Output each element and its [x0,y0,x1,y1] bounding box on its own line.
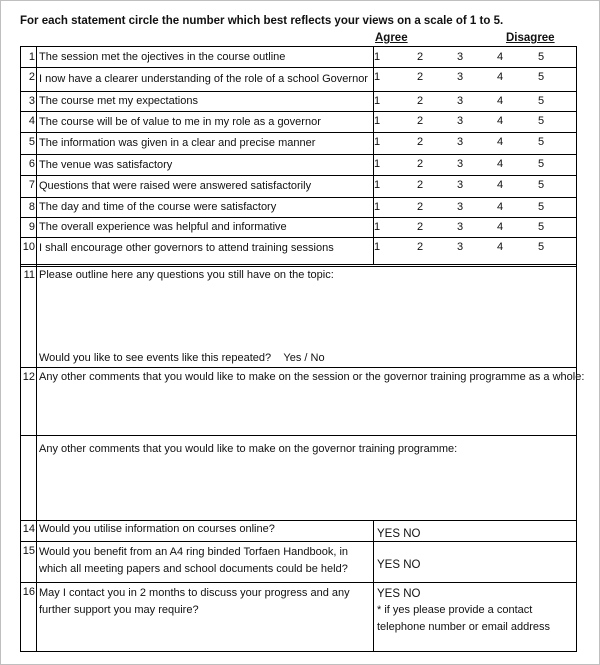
rating-option-4[interactable]: 4 [496,71,504,83]
row-divider [21,435,576,436]
rating-item-text: I now have a clearer understanding of the role of a school Governor [39,73,368,85]
disagree-label: Disagree [506,32,555,44]
rating-option-1[interactable]: 1 [374,71,381,83]
rating-option-2[interactable]: 2 [416,201,424,213]
rating-item-number: 10 [22,241,35,253]
rating-item-text: The course met my expectations [39,95,198,107]
rating-item-text: I shall encourage other governors to attend training sessions [39,241,334,254]
rating-option-5[interactable]: 5 [537,95,545,107]
rating-option-3[interactable]: 3 [456,71,464,83]
rating-item-number: 6 [28,158,35,170]
q16-number: 16 [22,586,35,598]
rating-option-3[interactable]: 3 [456,51,464,63]
q16-answer[interactable]: YES NO [377,588,421,600]
rating-item-number: 9 [28,221,35,233]
rating-option-1[interactable]: 1 [374,51,381,63]
q16-text: May I contact you in 2 months to discuss your progress and any further support you may require? [39,587,350,616]
rating-option-5[interactable]: 5 [537,201,545,213]
rating-item-number: 1 [28,51,35,63]
rating-item-number: 8 [28,201,35,213]
rating-option-3[interactable]: 3 [456,201,464,213]
rating-option-5[interactable]: 5 [537,179,545,191]
row-divider [21,541,576,542]
rating-option-1[interactable]: 1 [374,201,381,213]
rating-item-number: 4 [28,115,35,127]
rating-option-2[interactable]: 2 [416,221,424,233]
q15-number: 15 [22,545,35,557]
rating-option-5[interactable]: 5 [537,158,545,170]
q11-text: Please outline here any questions you still have on the topic: [39,269,334,281]
rating-option-1[interactable]: 1 [374,241,381,253]
rating-option-1[interactable]: 1 [374,115,381,127]
rating-option-4[interactable]: 4 [496,95,504,107]
rating-option-2[interactable]: 2 [416,51,424,63]
rating-item-text: Questions that were raised were answered satisfactorily [39,180,312,192]
rating-item-text: The day and time of the course were satisfactory [39,201,277,213]
agree-label: Agree [375,32,408,44]
rating-option-4[interactable]: 4 [496,158,504,170]
rating-item-text: The session met the ojectives in the course outline [39,51,286,63]
q11-repeat-question [39,348,325,368]
rating-option-5[interactable]: 5 [537,51,545,63]
instruction-text: For each statement circle the number which best reflects your views on a scale of 1 to 5. [20,15,504,27]
rating-item-number: 5 [28,136,35,148]
q11-number: 11 [23,269,35,281]
rating-option-2[interactable]: 2 [416,71,424,83]
rating-option-5[interactable]: 5 [537,71,545,83]
rating-option-2[interactable]: 2 [416,241,424,253]
form-table [20,46,585,652]
rating-option-4[interactable]: 4 [496,51,504,63]
rating-option-3[interactable]: 3 [456,221,464,233]
rating-item-text: The course will be of value to me in my role as a governor [39,115,321,128]
rating-option-4[interactable]: 4 [496,115,504,127]
rating-item-number: 2 [28,71,35,83]
rating-item-text: The overall experience was helpful and informative [39,221,287,233]
q12-number: 12 [22,371,35,383]
rating-option-2[interactable]: 2 [416,136,424,148]
rating-option-4[interactable]: 4 [496,241,504,253]
answer-column-divider [373,520,374,651]
rating-option-3[interactable]: 3 [456,95,464,107]
rating-item-text: The information was given in a clear and precise manner [39,137,316,149]
row-divider [21,582,576,583]
number-column-divider [36,47,37,651]
q11-repeat-options[interactable]: Yes / No [283,352,325,364]
q12-text: Any other comments that you would like to make on the session or the governor training programme as a whole: [39,371,585,383]
rating-option-3[interactable]: 3 [456,179,464,191]
rating-item-number: 3 [28,95,35,107]
rating-option-2[interactable]: 2 [416,115,424,127]
row-divider [21,67,576,68]
q15-answer[interactable]: YES NO [377,559,421,571]
rating-option-3[interactable]: 3 [456,241,464,253]
q11-repeat-text: Would you like to see events like this repeated? [39,352,272,364]
rating-option-4[interactable]: 4 [496,201,504,213]
rating-option-1[interactable]: 1 [374,95,381,107]
rating-option-3[interactable]: 3 [456,136,464,148]
q14-number: 14 [22,523,35,535]
rating-option-1[interactable]: 1 [374,158,381,170]
rating-option-4[interactable]: 4 [496,221,504,233]
rating-item-number: 7 [28,179,35,191]
rating-option-3[interactable]: 3 [456,115,464,127]
rating-option-5[interactable]: 5 [537,221,545,233]
rating-option-2[interactable]: 2 [416,95,424,107]
rating-option-1[interactable]: 1 [374,221,381,233]
rating-item-text: The venue was satisfactory [39,158,173,171]
rating-option-4[interactable]: 4 [496,136,504,148]
rating-option-2[interactable]: 2 [416,158,424,170]
q14-text: Would you utilise information on courses online? [39,523,275,535]
rating-option-1[interactable]: 1 [374,136,381,148]
rating-option-5[interactable]: 5 [537,136,545,148]
rating-option-2[interactable]: 2 [416,179,424,191]
rating-option-4[interactable]: 4 [496,179,504,191]
q16-contact-note: * if yes please provide a contact telephone number or email address [377,604,551,633]
q15-text: Would you benefit from an A4 ring binded Torfaen Handbook, in which all meeting papers and school documents could be held? [39,546,349,575]
rating-option-5[interactable]: 5 [537,241,545,253]
q13-text: Any other comments that you would like to make on the governor training programme: [39,443,458,455]
rating-option-3[interactable]: 3 [456,158,464,170]
rating-option-1[interactable]: 1 [374,179,381,191]
rating-option-5[interactable]: 5 [537,115,545,127]
q14-answer[interactable]: YES NO [377,528,421,540]
